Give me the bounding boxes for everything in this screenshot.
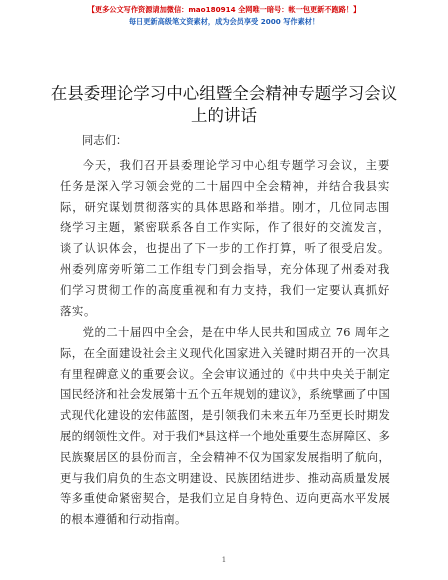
page-number: 1 (221, 556, 227, 564)
paragraph: 党的二十届四中全会，是在中华人民共和国成立 76 周年之际，在全面建设社会主义现代化国家进入关键时期召开的一次具有里程碑意义的重要会议。全会审议通过的《中共中央关于制定国民经济和社会发展第十五个五年规划的建议》，系统擘画了中国式现代化建设的宏伟蓝图，是引领我们未来五年乃至更长时期发展的纲领性文件。对于我们*县这样一个地处重要生态屏障区、多民族聚居区的县份而言，全会精神不仅为国家发展指明了航向，更与我们肩负的生态文明建设、民族团结进步、推动高质量发展等多重使命紧密契合，是我们立足自身特色、迈向更高水平发展的根本遵循和行动指南。 (60, 326, 390, 527)
document-title: 在县委理论学习中心组暨全会精神专题学习会议上的讲话 (50, 84, 398, 125)
paragraph-block-1 (60, 156, 390, 322)
paragraph-block-2 (60, 323, 390, 531)
greeting: 同志们： (82, 134, 128, 147)
promo-line-2: 每日更新高级笔文资素材，成为会员享受 2000 写作素材！ (128, 17, 320, 26)
promo-line-1: 【更多公文写作资源请加微信：mao180914 全网唯一暗号：帐一包更新不跑路！】 (87, 5, 361, 14)
promo-banner (0, 4, 448, 28)
paragraph: 今天，我们召开县委理论学习中心组专题学习会议，主要任务是深入学习领会党的二十届四中全会精神，并结合我县实际，研究谋划贯彻落实的具体思路和举措。刚才，几位同志围绕学习主题，紧密联系各自工作实际，作了很好的交流发言，谈了认识体会，也提出了下一步的工作打算，听了很受启发。州委列席旁听第二工作组专门到会指导，充分体现了州委对我们学习贯彻工作的高度重视和有力支持，我们一定要认真抓好落实。 (60, 159, 390, 318)
